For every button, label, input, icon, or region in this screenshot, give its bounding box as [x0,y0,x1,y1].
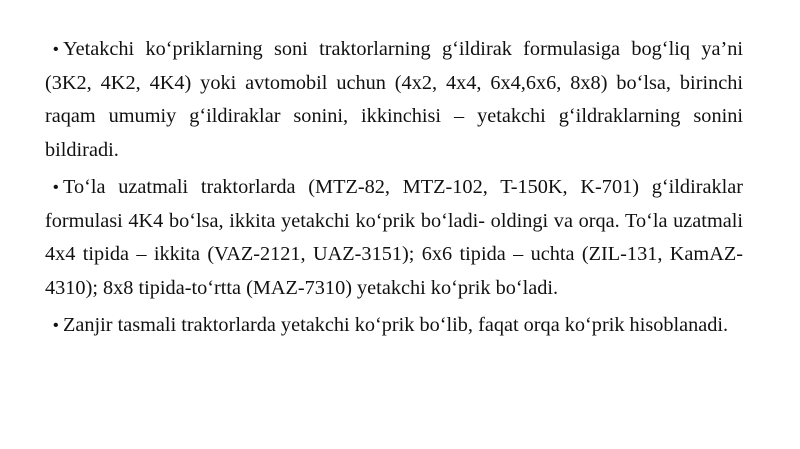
bullet-marker: • [53,41,59,58]
bullet-text: Zanjir tasmali traktorlarda yetakchi ko‘prik bo‘lib, faqat orqa ko‘prik hisoblanadi. [63,314,729,336]
bullet-paragraph-1 [45,33,743,167]
bullet-marker: • [53,179,59,196]
bullet-marker: • [53,317,59,334]
bullet-text: To‘la uzatmali traktorlarda (MTZ-82, MTZ-102, T-150K, K-701) g‘ildiraklar formulasi 4K4 bo‘lsa, ikkita yetakchi ko‘prik bo‘ladi- oldingi va orqa. To‘la uzatmali 4x4 tipida – ikkita (VAZ-2121, UAZ-3151); 6x6 tipida – uchta (ZIL-131, KamAZ-4310); 8x8 tipida-to‘rtta (MAZ-7310) yetakchi ko‘prik bo‘ladi. [45,176,743,299]
bullet-paragraph-3 [45,309,743,343]
bullet-paragraph-2 [45,171,743,305]
bullet-text: Yetakchi ko‘priklarning soni traktorlarning g‘ildirak formulasiga bog‘liq ya’ni (3K2, 4K2, 4K4) yoki avtomobil uchun (4x2, 4x4, 6x4,6x6, 8x8) bo‘lsa, birinchi raqam umumiy g‘ildiraklar sonini, ikkinchisi – yetakchi g‘ildraklarning sonini bildiradi. [45,38,743,161]
